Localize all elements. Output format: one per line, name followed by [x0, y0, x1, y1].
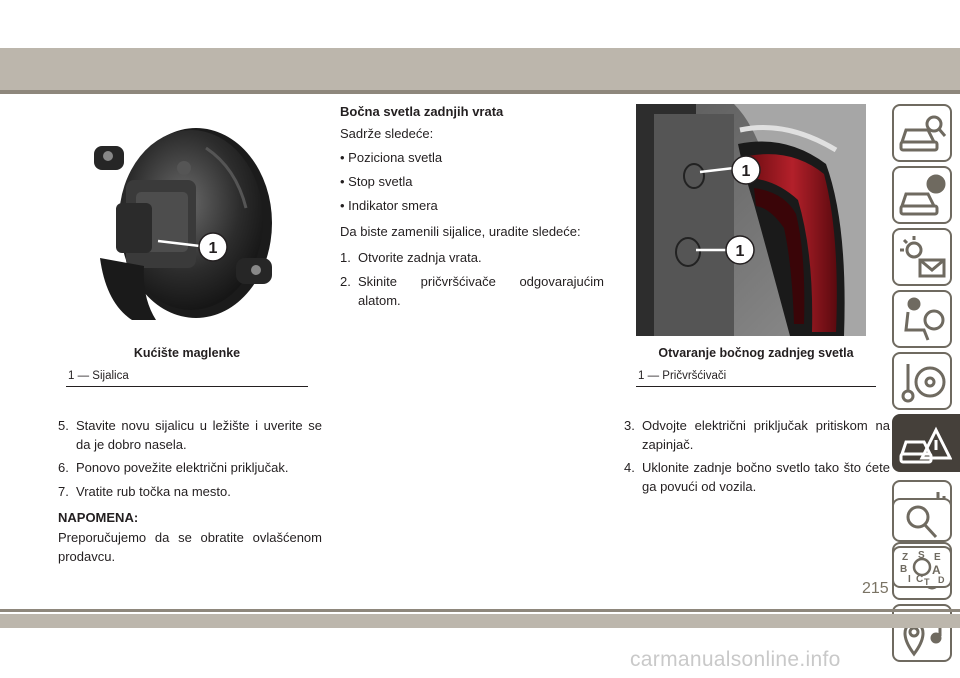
tab-safety[interactable]: [892, 290, 952, 348]
car-magnifier-icon: [898, 110, 948, 158]
tail-light-image: [636, 104, 866, 336]
watermark: carmanualsonline.info: [630, 648, 841, 671]
fastener-callout-upper: 1: [741, 163, 751, 180]
fastener-callout-lower: 1: [735, 243, 745, 260]
list-item: [624, 458, 890, 496]
tab-warning-lights[interactable]: [892, 228, 952, 286]
tab-multimedia[interactable]: [892, 604, 952, 662]
page-number: 215: [862, 580, 889, 597]
car-hazard-icon: [898, 420, 952, 468]
fog-lamp-callout: 1: [208, 240, 218, 257]
step-text: Skinite pričvršćivače odgovarajućim alatom.: [358, 274, 604, 308]
step-text: Stavite novu sijalicu u ležište i uverite se da je dobro nasela.: [76, 418, 322, 452]
step-text: Otvorite zadnja vrata.: [358, 250, 482, 265]
list-item: [58, 482, 322, 501]
tab-getting-to-know-vehicle[interactable]: [892, 104, 952, 162]
search-icon: [898, 501, 948, 541]
index-letter: D: [938, 575, 945, 585]
fog-lamp-caption: Kućište maglenke: [133, 346, 241, 360]
airbag-seat-icon: [898, 296, 948, 344]
bullet-item: • Stop svetla: [340, 174, 413, 189]
fog-lamp-legend-rule: [66, 386, 308, 387]
header-band: [0, 48, 960, 90]
list-item: [340, 272, 604, 310]
step-text: Odvojte električni priključak pritiskom na zapinjač.: [642, 418, 890, 452]
tail-light-legend-rule: [636, 386, 876, 387]
index-letter: B: [900, 564, 908, 575]
step-number: 4.: [624, 460, 635, 475]
tab-starting-operating[interactable]: [892, 352, 952, 410]
bullet-item: • Indikator smera: [340, 198, 438, 213]
tail-light-legend: 1 — Pričvršćivači: [638, 370, 727, 382]
tab-index[interactable]: [892, 546, 952, 588]
index-letter: S: [918, 550, 925, 561]
step-number: 6.: [58, 460, 69, 475]
list-item: [58, 458, 322, 477]
step-text: Ponovo povežite električni priključak.: [76, 460, 289, 475]
car-info-icon: [898, 172, 948, 220]
tail-light-caption: Otvaranje bočnog zadnjeg svetla: [658, 346, 854, 360]
step-number: 2.: [340, 274, 351, 289]
fog-lamp-legend: 1 — Sijalica: [68, 370, 129, 382]
warning-lights-message-icon: [898, 234, 948, 282]
index-letter: E: [934, 552, 941, 563]
tab-search[interactable]: [892, 498, 952, 542]
index-letter: C: [916, 574, 924, 585]
index-letter: Z: [902, 552, 909, 563]
list-item: [624, 416, 890, 454]
key-steering-wheel-icon: [898, 358, 948, 406]
step-number: 5.: [58, 418, 69, 433]
index-letter: I: [908, 574, 911, 585]
list-item: [340, 248, 604, 267]
footer-rule: [0, 609, 960, 612]
bullet-item: • Poziciona svetla: [340, 150, 443, 165]
index-letter: T: [924, 577, 930, 586]
fog-lamp-housing-image: [86, 108, 276, 333]
step-text: Uklonite zadnje bočno svetlo tako što ćete ga povući od vozila.: [642, 460, 890, 494]
step-number: 3.: [624, 418, 635, 433]
procedure-intro: Da biste zamenili sijalice, uradite sledeće:: [340, 224, 581, 239]
step-number: 7.: [58, 484, 69, 499]
tab-in-case-of-emergency[interactable]: [892, 414, 960, 472]
index-letters-icon: [896, 548, 948, 586]
step-text: Vratite rub točka na mesto.: [76, 484, 231, 499]
step-number: 1.: [340, 250, 351, 265]
index-letter: A: [932, 563, 941, 577]
list-item: [58, 416, 322, 454]
header-rule: [0, 90, 960, 94]
section-intro: Sadrže sledeće:: [340, 126, 434, 141]
tab-dashboard[interactable]: [892, 166, 952, 224]
note-text: Preporučujemo da se obratite ovlašćenom prodavcu.: [58, 530, 322, 564]
note-title: NAPOMENA:: [58, 510, 139, 525]
section-heading: Bočna svetla zadnjih vrata: [340, 104, 504, 119]
footer-band: [0, 614, 960, 628]
